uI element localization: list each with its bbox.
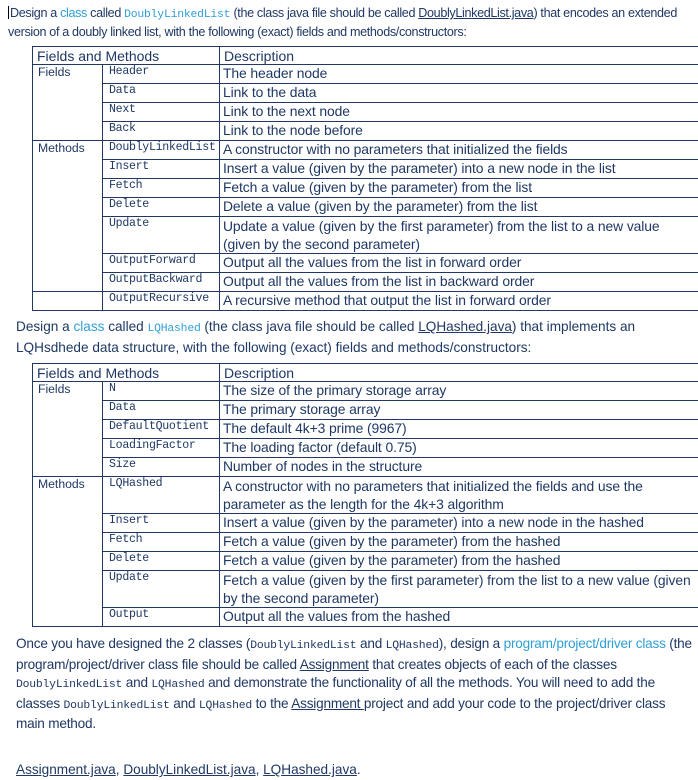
- member-name: Fetch: [103, 533, 220, 552]
- intro-text: ) that encodes an extended version of a doubly linked list, with the following (exact) fields and methods/constructors:: [8, 6, 677, 39]
- member-name: Back: [103, 122, 220, 141]
- body-text: to the: [252, 695, 292, 711]
- methods-label: Methods: [33, 477, 103, 514]
- driver-paragraph: [16, 635, 696, 734]
- class-keyword: class: [73, 319, 105, 334]
- member-description: A constructor with no parameters that initialized the fields and use the parameter as the length for the 4k+3 algorithm: [220, 477, 698, 514]
- body-text: project and add your code to the project/driver class main method.: [16, 695, 666, 731]
- member-name: Update: [103, 217, 220, 254]
- member-description: The header node: [220, 65, 698, 84]
- driver-class-keyword: program/project/driver class: [503, 636, 666, 651]
- member-description: The loading factor (default 0.75): [220, 439, 698, 458]
- group-cell: [33, 420, 103, 439]
- table-row: [33, 420, 698, 439]
- group-cell: [33, 254, 103, 273]
- member-name: DefaultQuotient: [103, 420, 220, 439]
- intro-text: Design a: [10, 6, 61, 20]
- intro-text: called: [87, 6, 125, 20]
- file-link-doublylinkedlist[interactable]: DoublyLinkedList.java: [123, 762, 256, 777]
- group-cell: [33, 122, 103, 141]
- body-text: and: [169, 695, 199, 711]
- table-row: [33, 273, 698, 292]
- member-description: A constructor with no parameters that initialized the fields: [220, 141, 698, 160]
- group-cell: [33, 571, 103, 608]
- group-cell: [33, 608, 103, 627]
- methods-label: Methods: [33, 141, 103, 160]
- table-row: [33, 458, 698, 477]
- group-cell: [33, 160, 103, 179]
- table-row: [33, 254, 698, 273]
- member-name: Delete: [103, 552, 220, 571]
- class-name: LQHashed: [198, 699, 253, 712]
- table-row: [33, 533, 698, 552]
- member-description: Output all the values from the list in backward order: [220, 273, 698, 292]
- member-description: Fetch a value (given by the parameter) from the list: [220, 179, 698, 198]
- body-text: Once you have designed the 2 classes (: [16, 636, 251, 651]
- table-row: [33, 84, 698, 103]
- body-text: (the program/project/driver class file should be called: [16, 636, 692, 672]
- member-name: LQHashed: [103, 477, 220, 514]
- member-name: Delete: [103, 198, 220, 217]
- member-name: Data: [103, 401, 220, 420]
- file-name: DoublyLinkedList.java: [418, 6, 534, 20]
- table-row: [33, 198, 698, 217]
- group-cell: [33, 401, 103, 420]
- group-cell: [33, 103, 103, 122]
- intro-paragraph-lqhashed: [16, 318, 696, 357]
- class-name: LQHashed: [385, 640, 439, 652]
- member-description: Number of nodes in the structure: [220, 458, 698, 477]
- intro-text: (the class java file should be called: [200, 319, 419, 334]
- lqhashed-spec-table: [32, 363, 698, 627]
- file-link-lqhashed[interactable]: LQHashed.java: [263, 762, 357, 777]
- fields-label: Fields: [33, 382, 103, 401]
- body-text: that creates objects of each of the classes: [368, 656, 617, 672]
- group-cell: [33, 179, 103, 198]
- class-name: LQHashed: [147, 323, 201, 335]
- table-row: [33, 552, 698, 571]
- member-description: Fetch a value (given by the parameter) from the hashed: [220, 533, 698, 552]
- group-cell: [33, 458, 103, 477]
- header-fields-methods: Fields and Methods: [33, 47, 220, 65]
- table-row: [33, 401, 698, 420]
- intro-text: Design a: [16, 319, 74, 334]
- class-name: DoublyLinkedList: [63, 699, 170, 712]
- table-row: [33, 477, 698, 514]
- member-name: N: [103, 382, 220, 401]
- table-row: [33, 103, 698, 122]
- table-row: [33, 608, 698, 627]
- member-description: The default 4k+3 prime (9967): [220, 420, 698, 439]
- member-description: Insert a value (given by the parameter) into a new node in the hashed: [220, 514, 698, 533]
- assignment-name: Assignment: [299, 656, 369, 672]
- intro-text: called: [104, 319, 148, 334]
- member-description: Link to the data: [220, 84, 698, 103]
- member-description: The primary storage array: [220, 401, 698, 420]
- member-description: Output all the values from the hashed: [220, 608, 698, 627]
- group-cell: [33, 439, 103, 458]
- intro-text: (the class java file should be called: [230, 6, 419, 20]
- table-row: [33, 122, 698, 141]
- member-description: Link to the next node: [220, 103, 698, 122]
- group-cell: [33, 84, 103, 103]
- body-text: and: [122, 675, 152, 690]
- table-row: [33, 217, 698, 254]
- text-cursor: [8, 6, 9, 19]
- table-row: [33, 382, 698, 401]
- table-row: [33, 292, 698, 311]
- class-name: DoublyLinkedList: [124, 9, 231, 21]
- header-fields-methods: Fields and Methods: [33, 364, 220, 382]
- member-description: Insert a value (given by the parameter) into a new node in the list: [220, 160, 698, 179]
- table-row: [33, 65, 698, 84]
- member-name: Next: [103, 103, 220, 122]
- member-description: Delete a value (given by the parameter) from the list: [220, 198, 698, 217]
- member-description: Fetch a value (given by the parameter) from the hashed: [220, 552, 698, 571]
- member-name: OutputForward: [103, 254, 220, 273]
- member-name: OutputRecursive: [103, 292, 220, 311]
- body-text: and demonstrate the functionality of all the methods. You will need to add the classes: [16, 675, 655, 711]
- member-description: A recursive method that output the list in forward order: [220, 292, 698, 311]
- table-header-row: [33, 47, 698, 65]
- separator: ,: [115, 762, 124, 777]
- table-row: [33, 514, 698, 533]
- group-cell: [33, 198, 103, 217]
- table-row: [33, 179, 698, 198]
- member-name: Fetch: [103, 179, 220, 198]
- class-name: LQHashed: [151, 679, 205, 691]
- class-keyword: class: [60, 6, 88, 20]
- member-name: Size: [103, 458, 220, 477]
- class-name: DoublyLinkedList: [250, 640, 357, 652]
- member-description: Output all the values from the list in forward order: [220, 254, 698, 273]
- table-row: [33, 141, 698, 160]
- body-text: and: [356, 636, 386, 651]
- member-name: Insert: [103, 160, 220, 179]
- member-description: The size of the primary storage array: [220, 382, 698, 401]
- intro-paragraph-doubly: [8, 5, 696, 41]
- table-row: [33, 571, 698, 608]
- group-cell: [33, 514, 103, 533]
- header-description: Description: [220, 47, 698, 65]
- member-description: Update a value (given by the first parameter) from the list to a new value (given by the second parameter): [220, 217, 698, 254]
- class-name: DoublyLinkedList: [16, 679, 123, 691]
- member-name: Update: [103, 571, 220, 608]
- member-description: Link to the node before: [220, 122, 698, 141]
- fields-label: Fields: [33, 65, 103, 84]
- table-row: [33, 160, 698, 179]
- group-cell: [33, 552, 103, 571]
- separator: ,: [255, 762, 264, 777]
- doubly-linked-list-spec-table: [32, 46, 698, 311]
- member-name: Output: [103, 608, 220, 627]
- table-header-row: [33, 364, 698, 382]
- member-name: DoublyLinkedList: [103, 141, 220, 160]
- group-cell: [33, 217, 103, 254]
- member-name: Insert: [103, 514, 220, 533]
- member-name: LoadingFactor: [103, 439, 220, 458]
- member-name: Data: [103, 84, 220, 103]
- file-list: [16, 761, 361, 779]
- member-name: Header: [103, 65, 220, 84]
- body-text: ), design a: [438, 636, 504, 651]
- file-link-assignment[interactable]: Assignment.java: [16, 762, 116, 777]
- header-description: Description: [220, 364, 698, 382]
- group-cell: [33, 273, 103, 292]
- separator: .: [356, 762, 361, 777]
- group-cell: [33, 292, 103, 311]
- table-row: [33, 439, 698, 458]
- assignment-name: Assignment: [291, 695, 364, 711]
- group-cell: [33, 533, 103, 552]
- file-name: LQHashed.java: [418, 319, 512, 334]
- member-description: Fetch a value (given by the first parameter) from the list to a new value (given by the second parameter): [220, 571, 698, 608]
- intro-text: ) that implements an LQHsdhede data structure, with the following (exact) fields and methods/constructors:: [16, 319, 636, 355]
- member-name: OutputBackward: [103, 273, 220, 292]
